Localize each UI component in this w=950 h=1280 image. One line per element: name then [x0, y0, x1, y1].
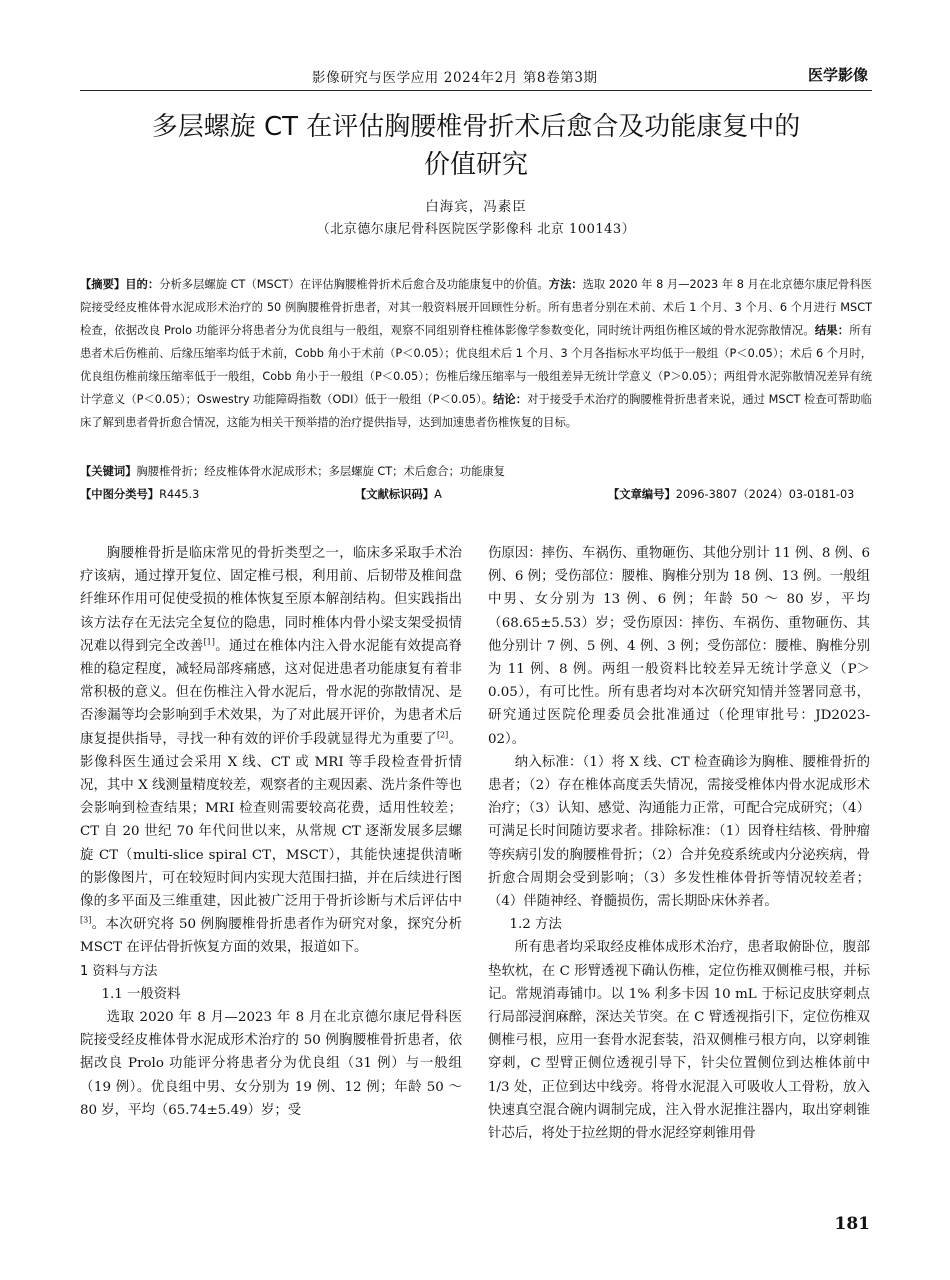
methods-text: 选取 2020 年 8 月—2023 年 8 月在北京德尔康尼骨科医院接受经皮椎体骨水泥成形术治疗的 50 例胸腰椎骨折患者，对其一般资料展开回顾性分析。所有患者分别在术前、术后 1 个月、3 个月、6 个月进行 MSCT 检查，依据改良 Prolo 功能评分将患者分为优良组与一般组，观察不同组别脊柱椎体影像学参数变化，同时统计两组伤椎区域的骨水泥弥散情况。: [80, 278, 872, 337]
subsection-heading-1-1: 1.1 一般资料: [101, 986, 181, 1002]
conclusion-label: 结论：: [493, 393, 528, 406]
keywords-text: 胸腰椎骨折；经皮椎体骨水泥成形术；多层螺旋 CT；术后愈合；功能康复: [136, 465, 506, 478]
results-label: 结果：: [814, 324, 850, 337]
general-data-paragraph-cont: 伤原因：摔伤、车祸伤、重物砸伤、其他分别计 11 例、8 例、6 例、6 例；受伤部位：腰椎、胸椎分别为 18 例、13 例。一般组中男、女分别为 13 例、6 例；年龄 50 ～ 80 岁，平均（68.65±5.53）岁；受伤原因：摔伤、车祸伤、重物砸伤、其他分别计 7 例、5 例、4 例、3 例；受伤部位：腰椎、胸椎分别为 11 例、8 例。两组一般资料比较差异无统计学意义（P＞0.05），有可比性。所有患者均对本次研究知情并签署同意书，研究通过医院伦理委员会批准通过（伦理审批号：JD2023-02）。: [488, 546, 870, 747]
paper-title: [80, 108, 872, 184]
subsection-heading-1-2: 1.2 方法: [509, 917, 562, 933]
clc-number: 【中图分类号】 R445.3: [80, 488, 200, 501]
article-number: 【文章编号】 2096-3807（2024）03-0181-03: [608, 488, 855, 501]
objective-label: 目的：: [125, 278, 160, 291]
abstract-label: 【摘要】: [80, 278, 126, 291]
citation-2: [2]: [436, 730, 449, 740]
methods-paragraph: 所有患者均采取经皮椎体成形术治疗，患者取俯卧位，腹部垫软枕，在 C 形臂透视下确认伤椎，定位伤椎双侧椎弓根，并标记。常规消毒铺巾。以 1% 利多卡因 10 mL 于标记皮肤穿刺点行局部浸润麻醉，深达关节突。在 C 臂透视指引下，定位伤椎双侧椎弓根，应用一套骨水泥套装，沿双侧椎弓根方向，以穿刺锥穿刺，C 型臂正侧位透视引导下，针尖位置侧位到达椎体前中 1/3 处，正位到达中线旁。将骨水泥混入可吸收人工骨粉，放入快速真空混合碗内调制完成，注入骨水泥推注器内，取出穿刺锥针芯后，将处于拉丝期的骨水泥经穿刺锥用骨: [488, 940, 870, 1142]
general-data-paragraph: 选取 2020 年 8 月—2023 年 8 月在北京德尔康尼骨科医院接受经皮椎体骨水泥成形术治疗的 50 例胸腰椎骨折患者，依据改良 Prolo 功能评分将患者分为优良组（31 例）与一般组（19 例）。优良组中男、女分别为 19 例、12 例；年龄 50 ～ 80 岁，平均（65.74±5.49）岁；受: [80, 1010, 462, 1118]
results-text: 所有患者术后伤椎前、后缘压缩率均低于术前，Cobb 角小于术前（P＜0.05）；优良组术后 1 个月、3 个月各指标水平均低于一般组（P＜0.05）；术后 6 个月时，优良组伤椎前缘压缩率低于一般组，Cobb 角小于一般组（P＜0.05）；伤椎后缘压缩率与一般组差异无统计学意义（P＞0.05）；两组骨水泥弥散情况差异有统计学意义（P＜0.05）；Oswestry 功能障碍指数（ODI）低于一般组（P＜0.05）。: [80, 324, 872, 406]
objective-text: 分析多层螺旋 CT（MSCT）在评估胸腰椎骨折术后愈合及功能康复中的价值。: [159, 278, 549, 291]
journal-info: 影像研究与医学应用 2024年2月 第8卷第3期: [312, 70, 598, 86]
body-column-left: [80, 542, 462, 1122]
keywords: [80, 461, 872, 483]
abstract: [80, 273, 872, 434]
classification-row: [80, 484, 872, 506]
title-line-2: 价值研究: [423, 150, 528, 180]
affiliation: （北京德尔康尼骨科医院医学影像科 北京 100143）: [316, 222, 636, 237]
keywords-label: 【关键词】: [80, 465, 137, 478]
authors: 白海宾，冯素臣: [425, 199, 527, 215]
running-header: [80, 64, 872, 91]
conclusion-text: 对于接受手术治疗的胸腰椎骨折患者来说，通过 MSCT 检查可帮助临床了解到患者骨折愈合情况，这能为相关干预举措的治疗提供指导，达到加速患者伤椎恢复的目标。: [80, 393, 872, 429]
citation-3: [3]: [80, 915, 92, 925]
methods-label: 方法：: [548, 278, 583, 291]
section-heading-1: 1 资料与方法: [80, 963, 158, 979]
document-code: 【文献标识码】 A: [355, 488, 442, 501]
page-number: 181: [834, 1214, 870, 1234]
section-label: 医学影像: [807, 66, 868, 84]
intro-paragraph: 胸腰椎骨折是临床常见的骨折类型之一，临床多采取手术治疗该病，通过撑开复位、固定椎弓根，利用前、后韧带及椎间盘纤维环作用可促使受损的椎体恢复至原本解剖结构。但实践指出该方法存在无法完全复位的隐患，同时椎体内骨小梁支架受损情况难以得到完全改善[1]。通过在椎体内注入骨水泥能有效提高脊椎的稳定程度，减轻局部疼痛感，这对促进患者功能康复有着非常积极的意义。但在伤椎注入骨水泥后，骨水泥的弥散情况、是否渗漏等均会影响到手术效果，为了对此展开评价，为患者术后康复提供指导，寻找一种有效的评价手段就显得尤为重要了[2]。影像科医生通过会采用 X 线、CT 或 MRI 等手段检查骨折情况，其中 X 线测量精度较差，观察者的主观因素、洗片条件等也会影响到检查结果；MRI 检查则需要较高花费，适用性较差；CT 自 20 世纪 70 年代问世以来，从常规 CT 逐渐发展多层螺旋 CT（multi-slice spiral CT，MSCT），其能快速提供清晰的影像图片，可在较短时间内实现大范围扫描，并在后续进行图像的多平面及三维重建，因此被广泛用于骨折诊断与术后评估中[3]。本次研究将 50 例胸腰椎骨折患者作为研究对象，探究分析 MSCT 在评估骨折恢复方面的效果，报道如下。: [80, 546, 463, 956]
title-line-1: 多层螺旋 CT 在评估胸腰椎骨折术后愈合及功能康复中的: [151, 112, 801, 142]
body-column-right: [488, 542, 870, 1145]
citation-1: [1]: [203, 637, 215, 647]
criteria-paragraph: 纳入标准：（1）将 X 线、CT 检查确诊为胸椎、腰椎骨折的患者；（2）存在椎体高度丢失情况，需接受椎体内骨水泥成形术治疗；（3）认知、感觉、沟通能力正常，可配合完成研究；（4）可满足长时间随访要求者。排除标准：（1）因脊柱结核、骨肿瘤等疾病引发的胸腰椎骨折；（2）合并免疫系统或内分泌疾病，骨折愈合周期会受到影响；（3）多发性椎体骨折等情况较差者；（4）伴随神经、脊髓损伤，需长期卧床休养者。: [488, 754, 870, 910]
